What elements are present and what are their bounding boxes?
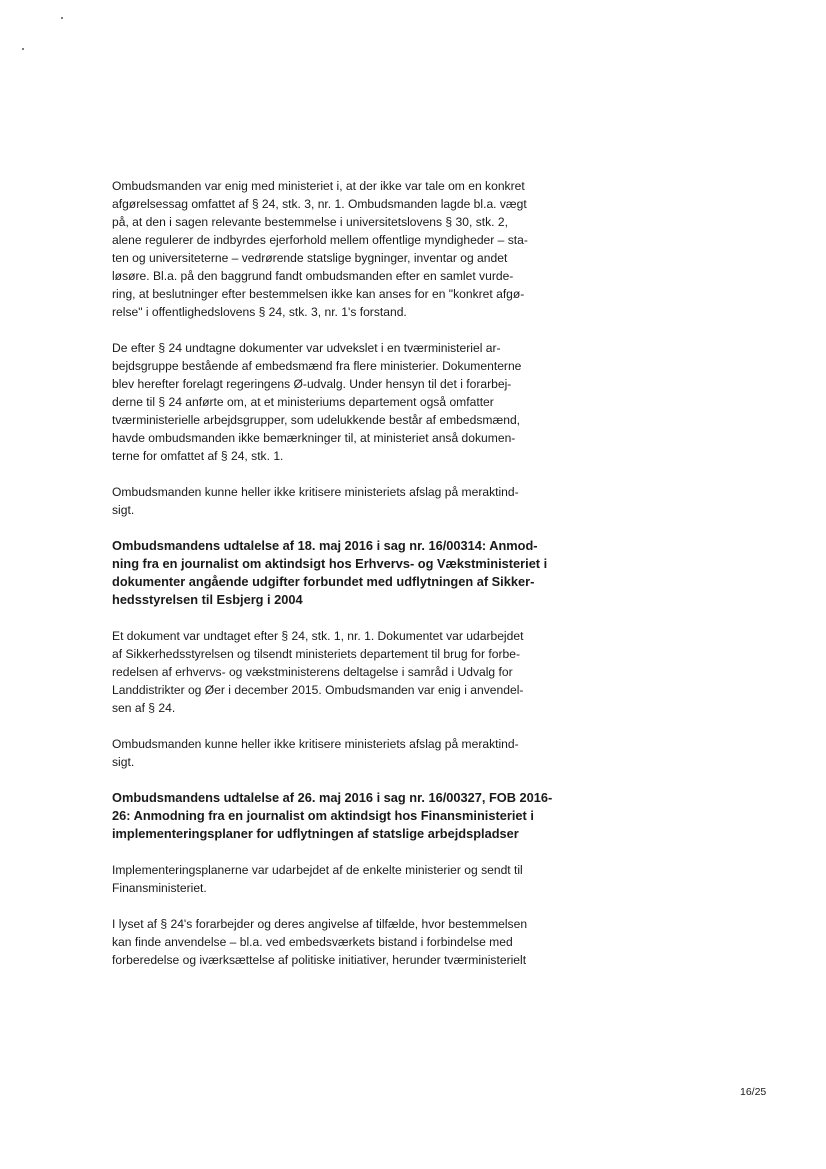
text-line: løsøre. Bl.a. på den baggrund fandt ombudsmanden efter en samlet vurde-	[112, 269, 514, 283]
text-line: Ombudsmanden kunne heller ikke kritisere ministeriets afslag på meraktind-	[112, 737, 519, 751]
text-line: Et dokument var undtaget efter § 24, stk. 1, nr. 1. Dokumentet var udarbejdet	[112, 629, 524, 643]
body-paragraph	[112, 177, 572, 321]
body-paragraph	[112, 627, 572, 717]
scan-speck	[61, 17, 63, 19]
body-paragraph	[112, 915, 572, 969]
page-content	[112, 177, 572, 969]
paragraph-gap	[112, 609, 572, 627]
text-line: terne for omfattet af § 24, stk. 1.	[112, 449, 284, 463]
text-line: I lyset af § 24's forarbejder og deres angivelse af tilfælde, hvor bestemmelsen	[112, 917, 528, 931]
text-line: hedsstyrelsen til Esbjerg i 2004	[112, 592, 303, 607]
text-line: afgørelsessag omfattet af § 24, stk. 3, nr. 1. Ombudsmanden lagde bl.a. vægt	[112, 197, 527, 211]
paragraph-gap	[112, 321, 572, 339]
paragraph-gap	[112, 897, 572, 915]
text-line: relse" i offentlighedslovens § 24, stk. 3, nr. 1's forstand.	[112, 305, 407, 319]
text-line: på, at den i sagen relevante bestemmelse i universitetslovens § 30, stk. 2,	[112, 215, 508, 229]
paragraph-gap	[112, 771, 572, 789]
text-line: tværministerielle arbejdsgrupper, som udelukkende består af embedsmænd,	[112, 413, 521, 427]
body-paragraph	[112, 735, 572, 771]
text-line: forberedelse og iværksættelse af politiske initiativer, herunder tværministerielt	[112, 953, 527, 967]
text-line: havde ombudsmanden ikke bemærkninger til, at ministeriet anså dokumen-	[112, 431, 516, 445]
paragraph-gap	[112, 843, 572, 861]
text-line: Ombudsmandens udtalelse af 26. maj 2016 i sag nr. 16/00327, FOB 2016-	[112, 790, 553, 805]
text-line: sen af § 24.	[112, 701, 176, 715]
text-line: bejdsgruppe bestående af embedsmænd fra flere ministerier. Dokumenterne	[112, 359, 522, 373]
text-line: ring, at beslutninger efter bestemmelsen ikke kan anses for en "konkret afgø-	[112, 287, 525, 301]
section-heading	[112, 537, 572, 609]
text-line: implementeringsplaner for udflytningen af statslige arbejdspladser	[112, 826, 519, 841]
text-line: Ombudsmandens udtalelse af 18. maj 2016 i sag nr. 16/00314: Anmod-	[112, 538, 538, 553]
text-line: af Sikkerhedsstyrelsen og tilsendt ministeriets departement til brug for forbe-	[112, 647, 521, 661]
text-line: alene regulerer de indbyrdes ejerforhold mellem offentlige myndigheder – sta-	[112, 233, 528, 247]
text-line: 26: Anmodning fra en journalist om aktindsigt hos Finansministeriet i	[112, 808, 534, 823]
body-paragraph	[112, 339, 572, 465]
text-line: De efter § 24 undtagne dokumenter var udvekslet i en tværministeriel ar-	[112, 341, 501, 355]
text-line: Finansministeriet.	[112, 881, 207, 895]
text-line: ten og universiteterne – vedrørende statslige bygninger, inventar og andet	[112, 251, 508, 265]
text-line: kan finde anvendelse – bl.a. ved embedsværkets bistand i forbindelse med	[112, 935, 513, 949]
text-line: Implementeringsplanerne var udarbejdet af de enkelte ministerier og sendt til	[112, 863, 523, 877]
text-line: blev herefter forelagt regeringens Ø-udvalg. Under hensyn til det i forarbej-	[112, 377, 512, 391]
text-line: Landdistrikter og Øer i december 2015. Ombudsmanden var enig i anvendel-	[112, 683, 524, 697]
paragraph-gap	[112, 717, 572, 735]
body-paragraph	[112, 861, 572, 897]
text-line: Ombudsmanden kunne heller ikke kritisere ministeriets afslag på meraktind-	[112, 485, 519, 499]
text-line: sigt.	[112, 755, 135, 769]
section-heading	[112, 789, 572, 843]
text-line: derne til § 24 anførte om, at et ministeriums departement også omfatter	[112, 395, 494, 409]
body-paragraph	[112, 483, 572, 519]
text-line: dokumenter angående udgifter forbundet med udflytningen af Sikker-	[112, 574, 535, 589]
text-line: ning fra en journalist om aktindsigt hos Erhvervs- og Vækstministeriet i	[112, 556, 548, 571]
scan-speck	[22, 48, 24, 50]
paragraph-gap	[112, 465, 572, 483]
text-line: sigt.	[112, 503, 135, 517]
paragraph-gap	[112, 519, 572, 537]
text-line: Ombudsmanden var enig med ministeriet i, at der ikke var tale om en konkret	[112, 179, 525, 193]
text-line: redelsen af erhvervs- og vækstministerens deltagelse i samråd i Udvalg for	[112, 665, 513, 679]
page-number: 16/25	[740, 1086, 767, 1098]
